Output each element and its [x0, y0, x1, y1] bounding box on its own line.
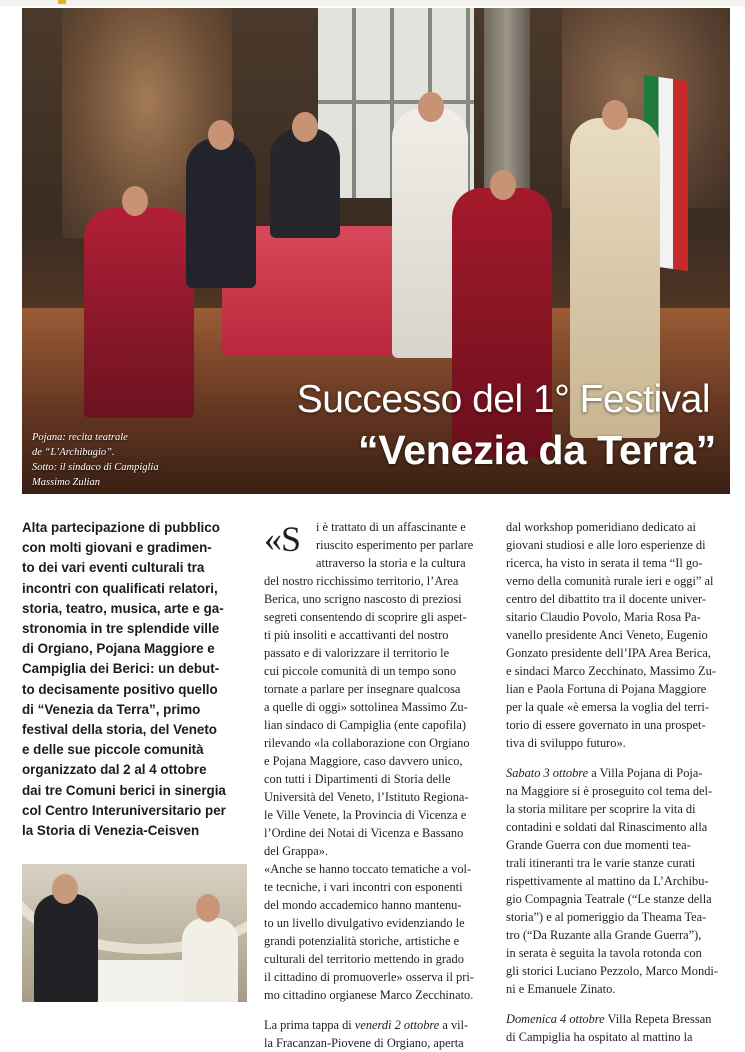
intro-paragraph: Alta partecipazione di pubblico con molti giovani e gradimen- to dei vari eventi culturali tra incontri con qualificati relatori, storia, teatro, musica, arte e ga- stronomia in tre splendide ville di Orgiano, Pojana Maggiore e Campiglia dei Berici: un debut- to decisamente positivo quello di “Venezia da Terra”, primo festival della storia, del Veneto e delle sue piccole comunità organizzato dal 2 al 4 ottobre dai tre Comuni berici in sinergia col Centro Interuniversitario per la Storia di Venezia-Ceisven — [22, 520, 226, 839]
headline-line-2: “Venezia da Terra” — [358, 427, 716, 473]
section-marker — [58, 0, 66, 4]
paragraph-saturday: Sabato 3 ottobre a Villa Pojana di Poja- — [506, 766, 703, 780]
mayor-figure — [34, 894, 98, 1002]
actor-black-hat — [186, 138, 256, 288]
photo-caption: Pojana: recita teatrale de “L’Archibugio”. Sotto: il sindaco di Campiglia Massimo Zulian — [32, 432, 159, 488]
paragraph-first-stop: La prima tappa di venerdì 2 ottobre a vil- — [264, 1018, 469, 1032]
actor-notary — [270, 128, 340, 238]
woman-figure — [182, 918, 238, 1002]
actor-red-seated — [84, 208, 194, 418]
drop-cap: «S — [264, 519, 301, 559]
headline-line-1: Successo del 1° Festival — [296, 378, 710, 421]
top-strip — [0, 0, 745, 6]
mayor-photo — [22, 864, 247, 1002]
paragraph-sunday: Domenica 4 ottobre Villa Repeta Bressan — [506, 1012, 712, 1026]
hero-photo — [22, 8, 730, 494]
body-column-middle: i è trattato di un affascinante e riuscito esperimento per parlare attraverso la storia e la cultura del nostro ricchissimo territorio, l’Area Berica, uno scrigno nascosto di preziosi segreti consentendo di scoprire gli aspet- ti più insoliti e accattivanti del nostro passato e di valorizzare il territorio le cui piccole comunità di un tempo sono tornate a parlare per insegnare qualcosa a quelle di oggi» sottolinea Massimo Zu- lian sindaco di Campiglia (ente capofila) rilevando «la collaborazione con Orgiano e Pojana Maggiore, caso davvero unico, con tutti i Dipartimenti di Storia delle Università del Veneto, l’Istituto Regiona- le Ville Venete, la Provincia di Vicenza e l’Ordine dei Notai di Vicenza e Bassano del Grappa». «Anche se hanno toccato tematiche a vol- te tecniche, i vari incontri con esponenti del mondo accademico hanno mantenu- to un livello divulgativo evidenziando le grandi potenzialità storiche, artistiche e culturali del territorio mettendo in grado il cittadino di promuoverle» osserva il pri- mo cittadino orgianese Marco Zecchinato. La prima tappa di venerdì 2 ottobre a vil- la Fracanzan-Piovene di Orgiano, aperta — [264, 518, 492, 1052]
body-column-right: dal workshop pomeridiano dedicato ai giovani studiosi e alle loro esperienze di ricerca, ha visto in serata il tema “Il go- verno della comunità rurale ieri e oggi” al centro del dibattito tra il docente univer- sitario Claudio Povolo, Maria Rosa Pa- vanello presidente Anci Veneto, Eugenio Gonzato presidente dell’IPA Area Berica, e sindaci Marco Zecchinato, Massimo Zu- lian e Paola Fortuna di Pojana Maggiore per la quale «è emersa la voglia del terri- torio di essere governato in una prospet- tiva di sviluppo futuro». Sabato 3 ottobre a Villa Pojana di Poja- na Maggiore si è proseguito col tema del- la storia militare per scoprire la vita di contadini e soldati dal Rinascimento alla Grande Guerra con due momenti tea- trali itineranti tra le varie stanze curati rispettivamente al mattino da L’Archibu- gio Compagnia Teatrale (“Le stanze della storia”) e al pomeriggio da Theama Tea- tro (“Da Ruzante alla Grande Guerra”), in serata è seguita la tavola rotonda con gli storici Luciano Pezzolo, Marco Mondi- ni e Emanuele Zinato. Domenica 4 ottobre Villa Repeta Bressan di Campiglia ha ospitato al mattino la — [506, 518, 734, 1046]
